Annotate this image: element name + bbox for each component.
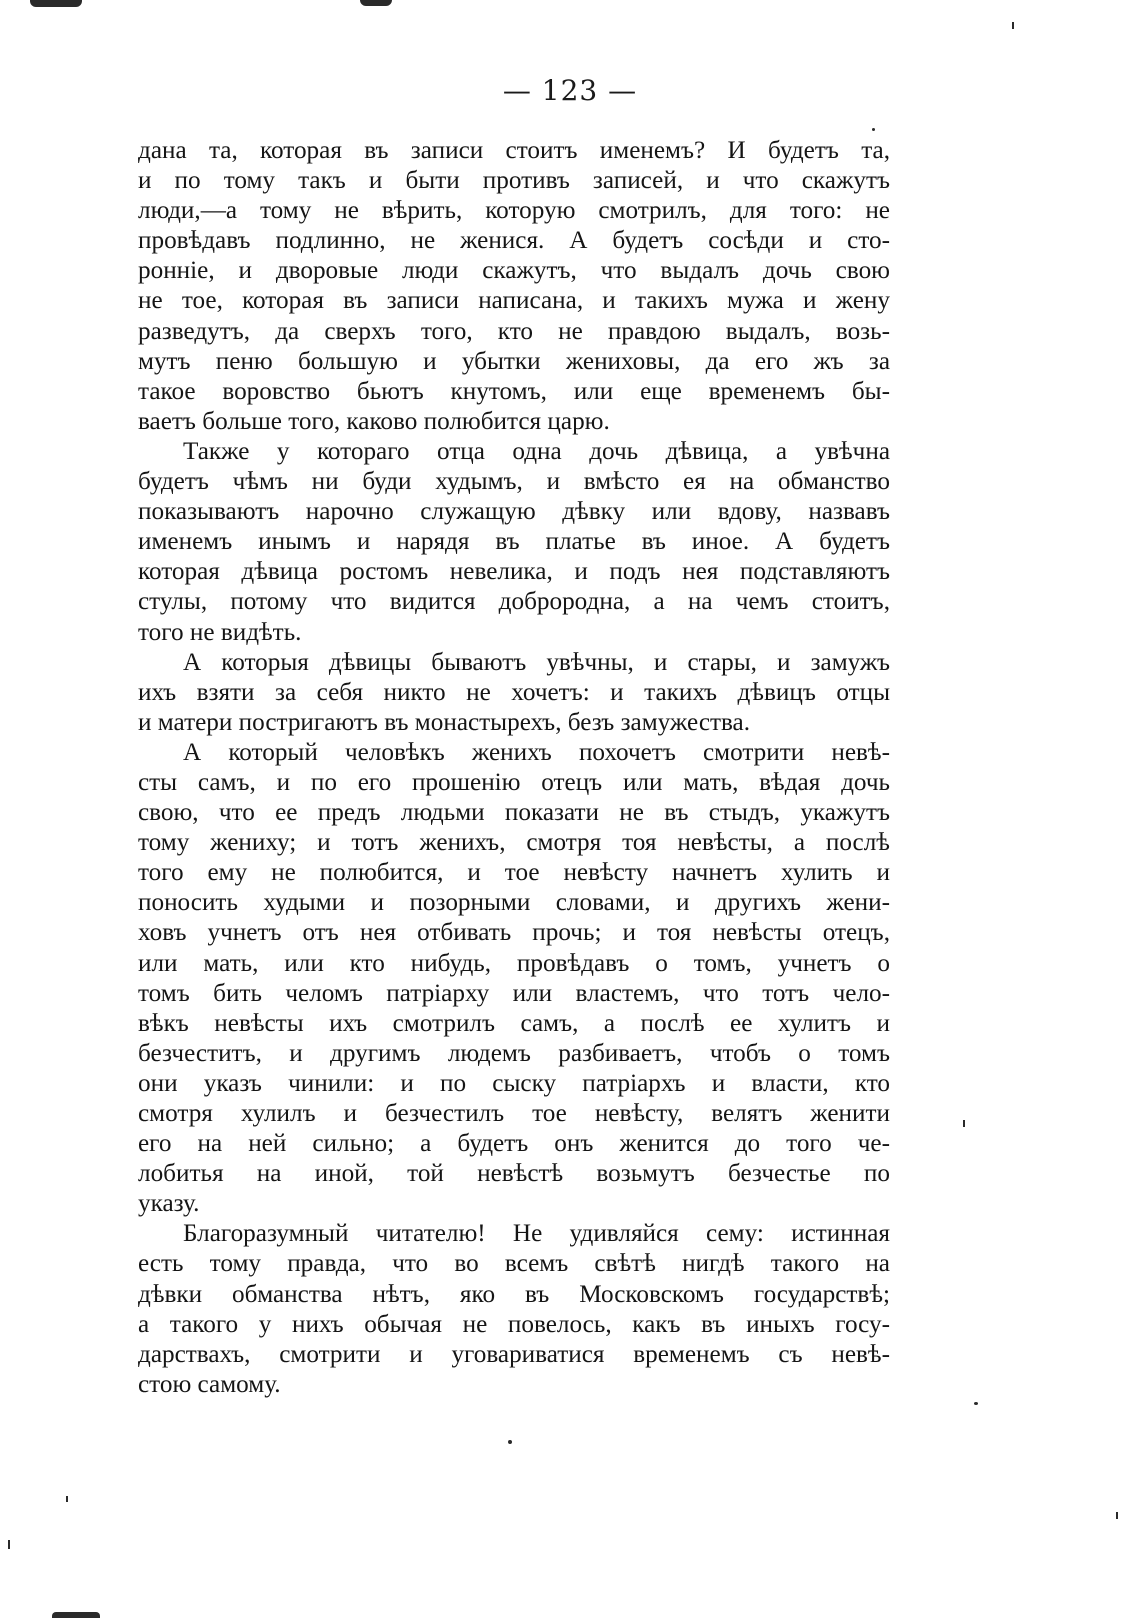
scan-dot [1116,1512,1118,1519]
text-line: ронніе, и дворовые люди скажутъ, что выдалъ дочь свою [138,257,890,285]
scan-dot [8,1540,10,1549]
text-line: дѣвки обманства нѣтъ, яко въ Московскомъ государствѣ; [138,1280,890,1308]
text-line: не тое, которая въ записи написана, и такихъ мужа и жену [138,287,890,315]
text-line: люди,—а тому не вѣрить, которую смотрилъ, для того: не [138,197,890,225]
text-line: или мать, или кто нибудь, провѣдавъ о томъ, учнетъ о [138,949,890,977]
paragraph [138,738,890,1220]
text-line: провѣдавъ подлинно, не женися. А будетъ сосѣди и сто- [138,227,890,255]
text-line: показываютъ нарочно служащую дѣвку или вдову, назвавъ [138,498,890,526]
text-line: безчеститъ, и другимъ людемъ разбиваетъ, чтобъ о томъ [138,1039,890,1067]
text-line: Также у котораго отца одна дочь дѣвица, а увѣчна [183,437,890,465]
text-line: вѣкъ невѣсты ихъ смотрилъ самъ, а послѣ ее хулитъ и [138,1009,890,1037]
text-line: поносить худыми и позорными словами, и другихъ жени- [138,889,890,917]
text-line: смотря хулилъ и безчестилъ тое невѣсту, велятъ женити [138,1100,890,1127]
text-line: ихъ взяти за себя никто не хочетъ: и такихъ дѣвицъ отцы [138,678,890,706]
text-line: и матери постригаютъ въ монастырехъ, безъ замужества. [138,708,751,736]
text-line: того ему не полюбится, и тое невѣсту начнетъ хулить и [138,859,890,887]
text-line: того не видѣть. [138,618,302,646]
text-line: указу. [138,1190,200,1218]
text-line: Благоразумный читателю! Не удивляйся сему: истинная [183,1220,890,1248]
scan-dot [974,1402,978,1405]
paragraph [138,648,890,738]
body-text [138,136,890,1400]
text-line: А которыя дѣвицы бываютъ увѣчны, и стары, и замужъ [183,648,890,676]
scan-dot [1012,22,1014,29]
text-line: есть тому правда, что во всемъ свѣтѣ нигдѣ такого на [138,1250,890,1278]
text-line: свою, что ее предъ людьми показати не въ стыдъ, укажутъ [138,799,890,827]
scan-dot [872,128,875,131]
scan-mark-top-center [360,0,392,6]
text-line: а такого у нихъ обычая не повелось, какъ въ иныхъ госу- [138,1310,890,1338]
text-line: ховъ учнетъ отъ нея отбивать прочь; и тоя невѣсты отецъ, [138,919,890,947]
scan-dot [963,1120,965,1127]
text-line: сты самъ, и по его прошенію отецъ или мать, вѣдая дочь [138,768,890,796]
text-line: которая дѣвица ростомъ невелика, и подъ нея подставляютъ [138,558,890,586]
scan-dot [508,1440,512,1444]
paragraph [138,437,890,648]
text-line: будетъ чѣмъ ни буди худымъ, и вмѣсто ея на обманство [138,468,890,496]
text-line: они указъ чинили: и по сыску патріархъ и власти, кто [138,1069,890,1097]
text-line: и по тому такъ и быти противъ записей, и что скажутъ [138,167,890,195]
scan-mark-bottom-left [52,1612,100,1618]
text-line: дана та, которая въ записи стоитъ именемъ? И будетъ та, [138,137,890,164]
scan-dot [66,1496,68,1502]
text-line: стулы, потому что видится доброродна, а на чемъ стоитъ, [138,588,890,616]
text-line: ваетъ больше того, каково полюбится царю. [138,407,610,435]
text-line: именемъ инымъ и нарядя въ платье въ иное. А будетъ [138,528,890,556]
text-line: стою самому. [138,1370,281,1398]
text-line: такое воровство бьютъ кнутомъ, или еще временемъ бы- [138,377,890,405]
page-number: — 123 — [502,74,638,107]
paragraph [138,136,890,437]
scan-mark-top-left [30,0,82,7]
text-line: тому жениху; и тотъ женихъ, смотря тоя невѣсты, а послѣ [138,829,890,857]
paragraph [138,1219,890,1400]
text-line: А который человѣкъ женихъ похочетъ смотрити невѣ- [183,738,890,766]
text-line: дарствахъ, смотрити и уговариватися временемъ съ невѣ- [138,1340,890,1368]
text-line: разведутъ, да сверхъ того, кто не правдою выдалъ, возь- [138,317,890,345]
text-line: мутъ пеню большую и убытки жениховы, да его жъ за [138,347,890,375]
text-line: его на ней сильно; а будетъ онъ женится до того че- [138,1130,890,1158]
text-line: томъ бить челомъ патріарху или властемъ, что тотъ чело- [138,979,890,1007]
text-line: лобитья на иной, той невѣстѣ возьмутъ безчестье по [138,1160,890,1188]
